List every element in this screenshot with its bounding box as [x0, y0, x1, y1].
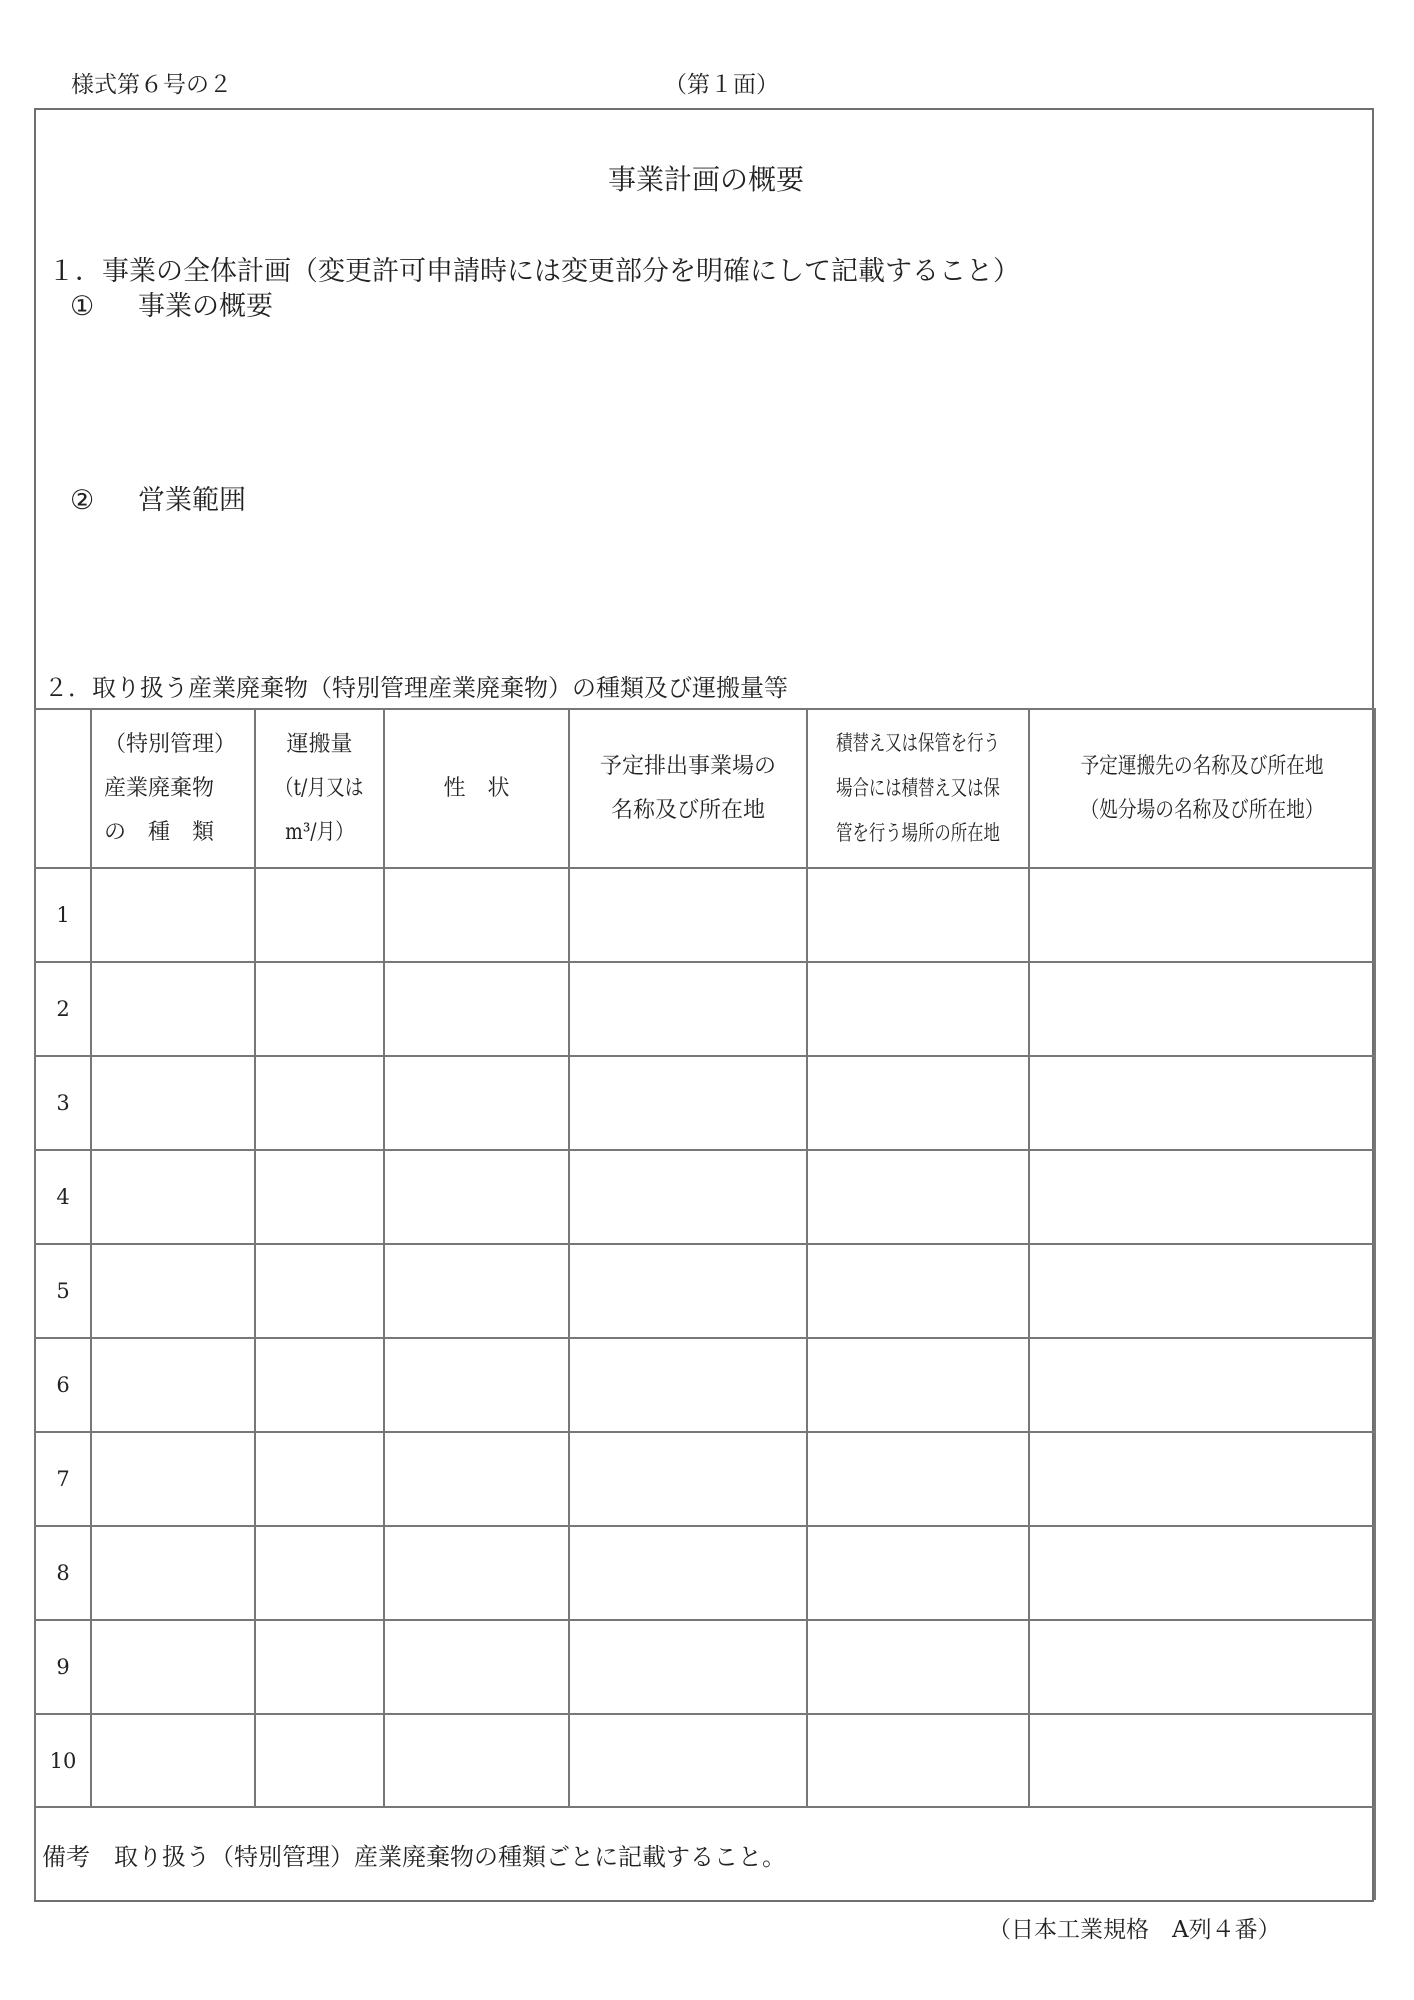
cell-transfer[interactable] — [807, 1056, 1029, 1150]
table-row — [35, 1714, 1375, 1807]
cell-transfer[interactable] — [807, 1150, 1029, 1244]
cell-waste-type[interactable] — [91, 1432, 255, 1526]
circled-two-marker: ② — [70, 485, 95, 516]
business-overview-field[interactable] — [96, 332, 1356, 472]
cell-transfer[interactable] — [807, 1432, 1029, 1526]
cell-destination[interactable] — [1029, 1526, 1375, 1620]
row-number: 2 — [35, 962, 91, 1056]
cell-property[interactable] — [384, 1244, 569, 1338]
cell-transfer[interactable] — [807, 1244, 1029, 1338]
waste-table — [34, 708, 1376, 1900]
cell-source[interactable] — [569, 1056, 807, 1150]
business-scope-text: 営業範囲 — [138, 485, 246, 516]
cell-transfer[interactable] — [807, 1526, 1029, 1620]
row-number: 7 — [35, 1432, 91, 1526]
business-overview-text: 事業の概要 — [138, 291, 273, 322]
header-line: 名称及び所在地 — [610, 797, 765, 823]
cell-waste-type[interactable] — [91, 1526, 255, 1620]
cell-source[interactable] — [569, 868, 807, 962]
cell-source[interactable] — [569, 1432, 807, 1526]
header-destination — [1029, 709, 1375, 868]
cell-transfer[interactable] — [807, 1714, 1029, 1807]
cell-transfer[interactable] — [807, 962, 1029, 1056]
cell-source[interactable] — [569, 1526, 807, 1620]
header-no — [35, 709, 91, 868]
paper-size-note: （日本工業規格 A列４番） — [988, 1917, 1281, 1943]
section2-heading: ２．取り扱う産業廃棄物（特別管理産業廃棄物）の種類及び運搬量等 — [44, 674, 788, 702]
row-number: 5 — [35, 1244, 91, 1338]
cell-property[interactable] — [384, 1620, 569, 1714]
cell-amount[interactable] — [255, 1432, 384, 1526]
cell-property[interactable] — [384, 962, 569, 1056]
cell-amount[interactable] — [255, 1056, 384, 1150]
header-line: （t/月又は — [275, 775, 364, 801]
cell-amount[interactable] — [255, 962, 384, 1056]
header-line: m³/月） — [285, 819, 354, 845]
cell-transfer[interactable] — [807, 1620, 1029, 1714]
row-number: 4 — [35, 1150, 91, 1244]
cell-destination[interactable] — [1029, 1244, 1375, 1338]
header-waste-type — [91, 709, 255, 868]
header-line: 運搬量 — [286, 731, 353, 757]
cell-waste-type[interactable] — [91, 1056, 255, 1150]
table-row — [35, 868, 1375, 962]
cell-destination[interactable] — [1029, 1338, 1375, 1432]
circled-one-marker: ① — [70, 291, 95, 322]
header-line: 場合には積替え又は保 — [836, 776, 1000, 800]
cell-source[interactable] — [569, 1620, 807, 1714]
cell-destination[interactable] — [1029, 868, 1375, 962]
cell-source[interactable] — [569, 962, 807, 1056]
cell-source[interactable] — [569, 1244, 807, 1338]
cell-source[interactable] — [569, 1150, 807, 1244]
cell-waste-type[interactable] — [91, 1338, 255, 1432]
table-row — [35, 1150, 1375, 1244]
row-number: 1 — [35, 868, 91, 962]
header-line: （特別管理） — [104, 731, 237, 757]
cell-property[interactable] — [384, 1526, 569, 1620]
cell-source[interactable] — [569, 1338, 807, 1432]
row-number: 3 — [35, 1056, 91, 1150]
cell-property[interactable] — [384, 1432, 569, 1526]
table-row — [35, 1244, 1375, 1338]
cell-property[interactable] — [384, 1150, 569, 1244]
row-number: 6 — [35, 1338, 91, 1432]
cell-destination[interactable] — [1029, 1432, 1375, 1526]
row-number: 10 — [35, 1714, 91, 1807]
table-row — [35, 1056, 1375, 1150]
header-line: 積替え又は保管を行う — [836, 731, 1000, 755]
cell-destination[interactable] — [1029, 1150, 1375, 1244]
header-line: 予定排出事業場の — [599, 753, 776, 779]
table-row — [35, 1526, 1375, 1620]
cell-property[interactable] — [384, 1338, 569, 1432]
header-transfer-storage — [807, 709, 1029, 868]
cell-destination[interactable] — [1029, 1620, 1375, 1714]
business-scope-label — [70, 485, 246, 517]
form-frame — [34, 108, 1374, 1902]
cell-amount[interactable] — [255, 1620, 384, 1714]
row-number: 9 — [35, 1620, 91, 1714]
cell-source[interactable] — [569, 1714, 807, 1807]
header-source-site — [569, 709, 807, 868]
cell-amount[interactable] — [255, 1714, 384, 1807]
cell-transfer[interactable] — [807, 1338, 1029, 1432]
cell-amount[interactable] — [255, 1526, 384, 1620]
cell-waste-type[interactable] — [91, 1714, 255, 1807]
cell-waste-type[interactable] — [91, 1244, 255, 1338]
cell-waste-type[interactable] — [91, 1620, 255, 1714]
cell-amount[interactable] — [255, 1244, 384, 1338]
table-row — [35, 962, 1375, 1056]
header-line: （処分場の名称及び所在地） — [1080, 797, 1324, 823]
cell-destination[interactable] — [1029, 962, 1375, 1056]
table-row — [35, 1338, 1375, 1432]
page-label: （第１面） — [664, 72, 779, 98]
table-row — [35, 1432, 1375, 1526]
cell-property[interactable] — [384, 1056, 569, 1150]
table-header-row — [35, 709, 1375, 868]
header-line: 産業廃棄物 — [104, 775, 215, 801]
business-scope-field[interactable] — [96, 525, 1356, 665]
table-row — [35, 1620, 1375, 1714]
section1-heading: １．事業の全体計画（変更許可申請時には変更部分を明確にして記載すること） — [48, 256, 1020, 287]
header-line: 管を行う場所の所在地 — [836, 821, 1000, 845]
business-overview-label — [70, 291, 273, 323]
cell-property[interactable] — [384, 1714, 569, 1807]
cell-destination[interactable] — [1029, 1056, 1375, 1150]
page-title: 事業計画の概要 — [607, 163, 804, 196]
cell-amount[interactable] — [255, 1150, 384, 1244]
header-transport-amount — [255, 709, 384, 868]
remarks-row — [35, 1807, 1375, 1900]
row-number: 8 — [35, 1526, 91, 1620]
form-number: 様式第６号の２ — [71, 72, 232, 98]
remarks-text: 備考 取り扱う（特別管理）産業廃棄物の種類ごとに記載すること。 — [35, 1807, 1375, 1900]
cell-waste-type[interactable] — [91, 962, 255, 1056]
cell-waste-type[interactable] — [91, 1150, 255, 1244]
cell-destination[interactable] — [1029, 1714, 1375, 1807]
cell-waste-type[interactable] — [91, 868, 255, 962]
header-property: 性 状 — [384, 709, 569, 868]
header-line: の 種 類 — [104, 819, 215, 845]
cell-amount[interactable] — [255, 868, 384, 962]
cell-transfer[interactable] — [807, 868, 1029, 962]
cell-property[interactable] — [384, 868, 569, 962]
header-line: 予定運搬先の名称及び所在地 — [1080, 753, 1324, 779]
cell-amount[interactable] — [255, 1338, 384, 1432]
